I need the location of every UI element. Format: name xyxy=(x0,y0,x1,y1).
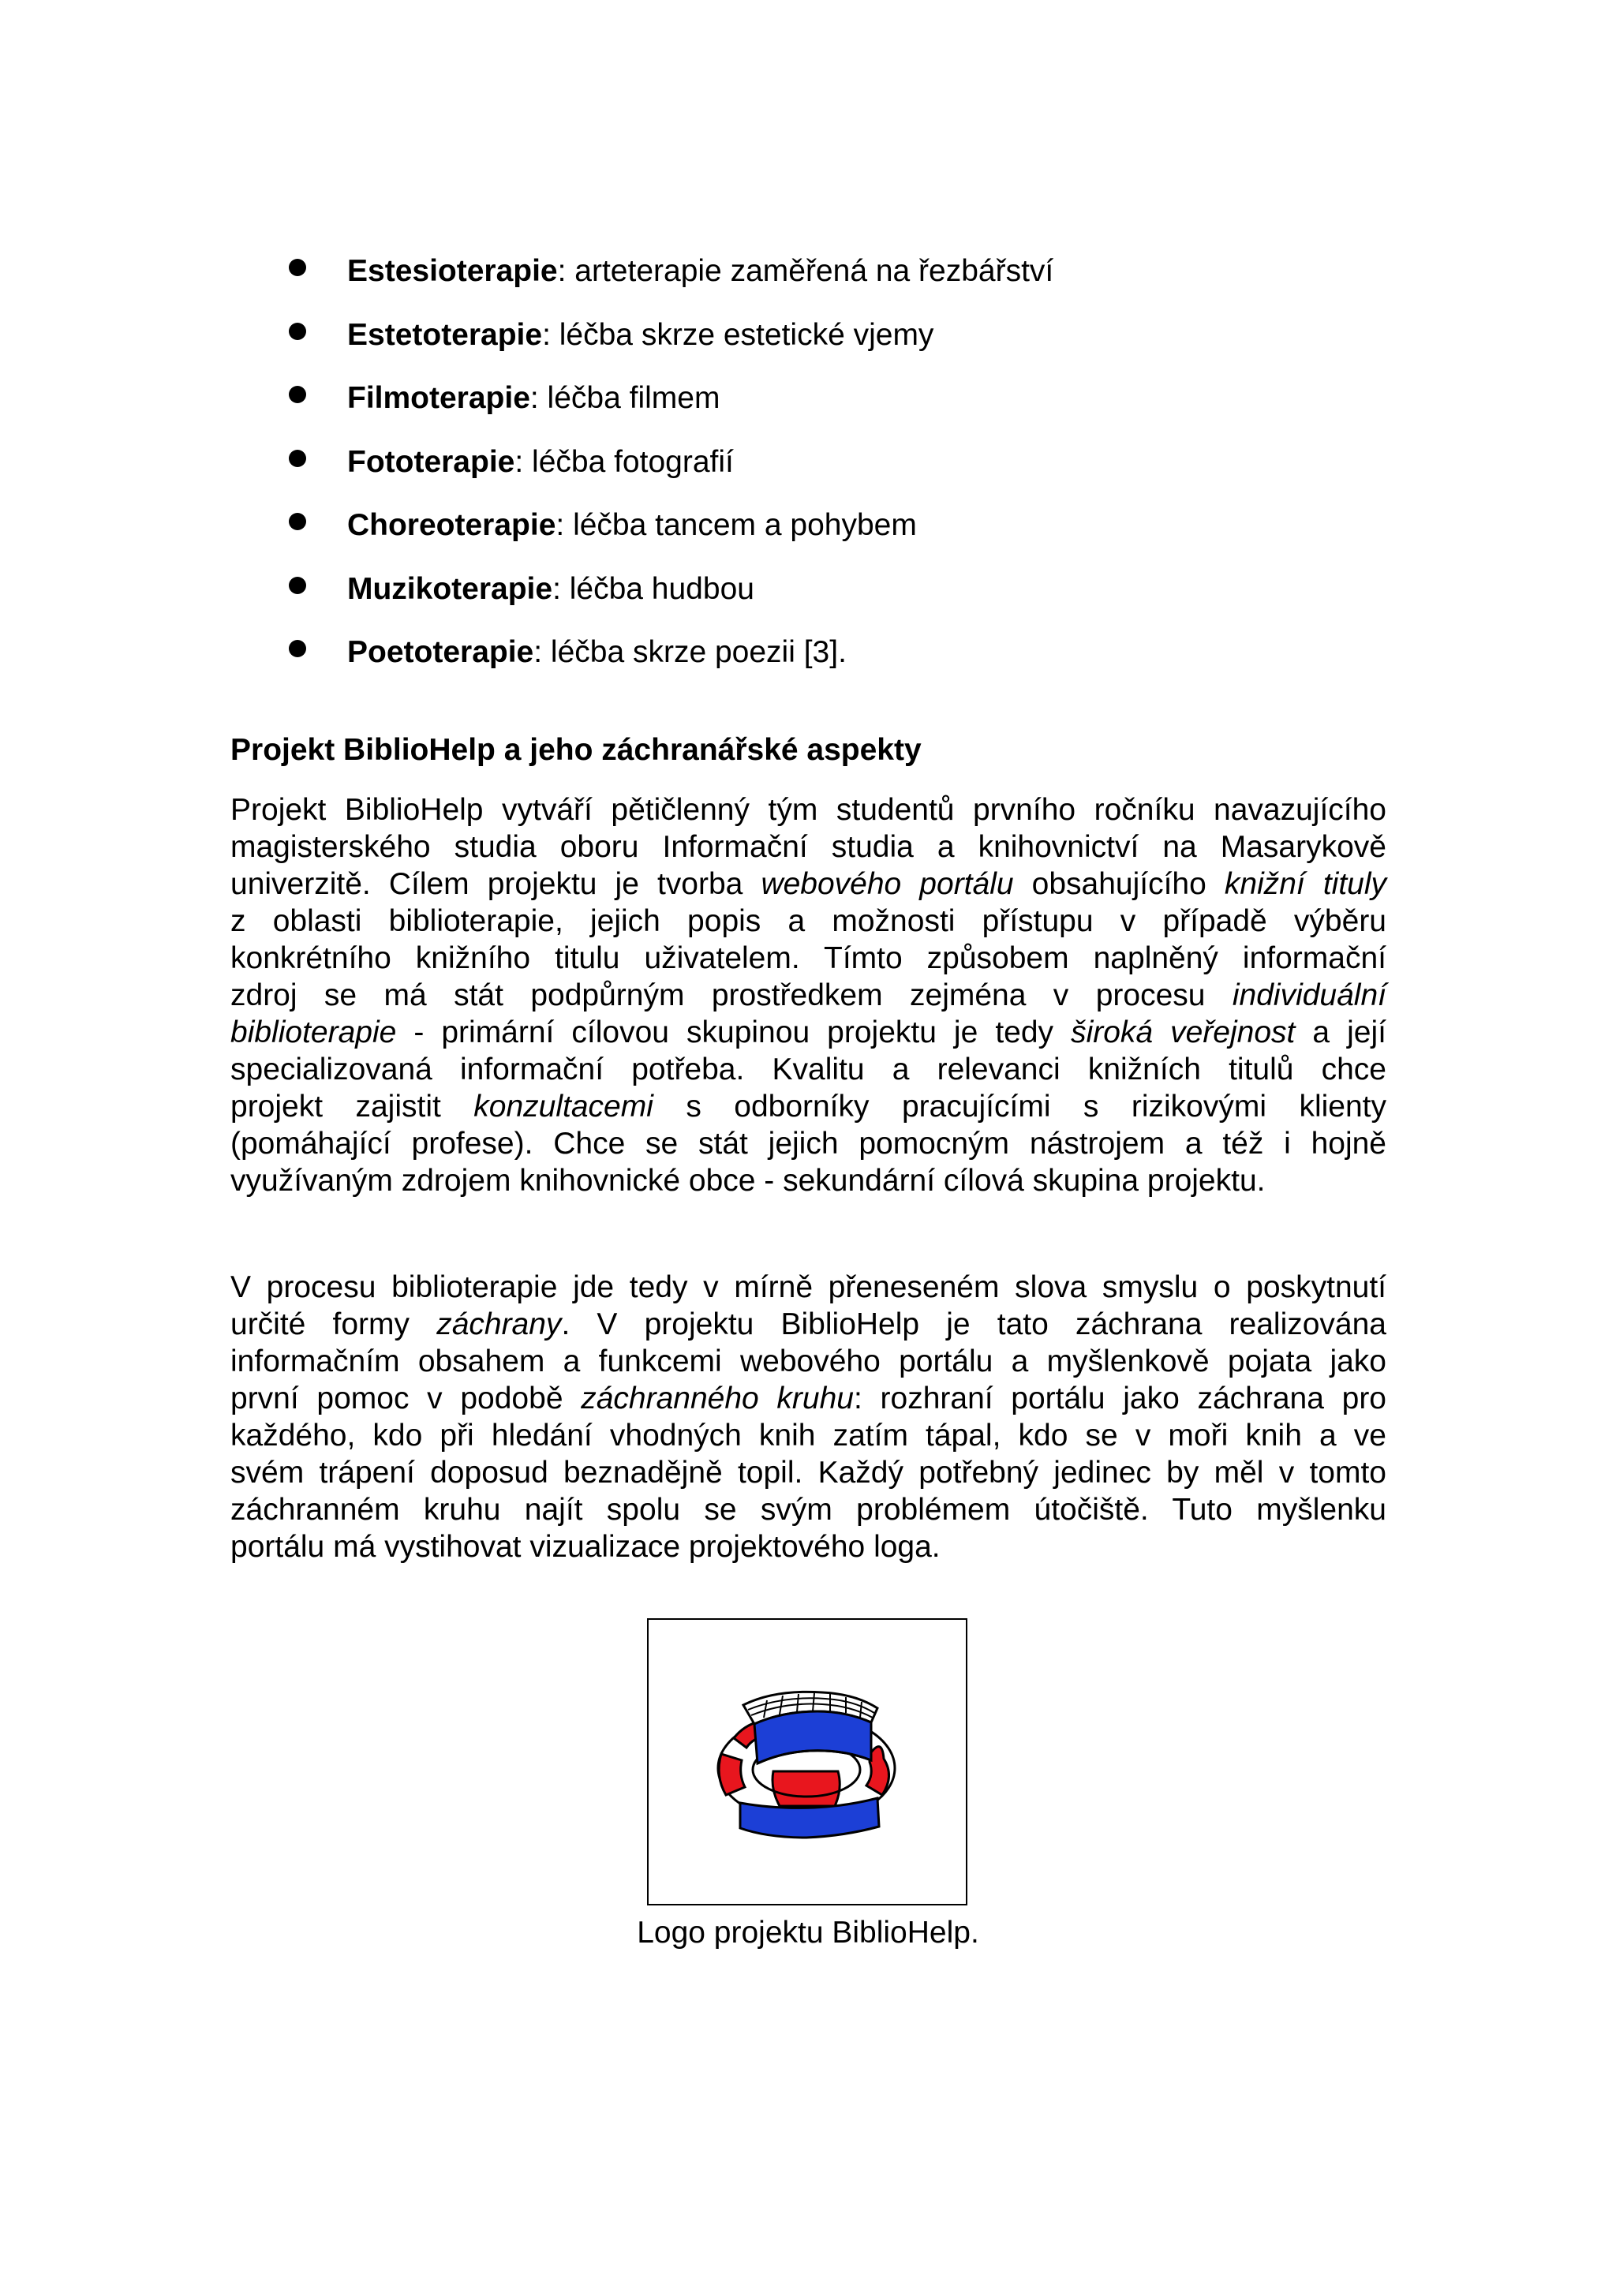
therapy-description: : léčba filmem xyxy=(529,381,720,415)
bibliohelp-logo-icon xyxy=(649,1620,966,1904)
therapy-term: Poetoterapie xyxy=(347,635,534,669)
text-run: zdroj se má stát podpůrným prostředkem zejména v procesu xyxy=(230,978,1233,1012)
emphasis-individual: individuální xyxy=(1232,978,1386,1012)
therapy-term: Estesioterapie xyxy=(347,254,558,288)
list-item xyxy=(289,632,1393,696)
bullet-dot-icon xyxy=(289,577,306,594)
text-run: a její xyxy=(1295,1015,1386,1049)
emphasis-rescue: záchrany xyxy=(436,1307,562,1341)
bullet-dot-icon xyxy=(289,259,306,276)
logo-figure-frame xyxy=(647,1618,967,1905)
list-item xyxy=(289,442,1393,506)
text-run: určité formy xyxy=(230,1307,437,1341)
therapy-term: Filmoterapie xyxy=(347,381,530,415)
therapy-description: : léčba fotografií xyxy=(514,444,734,479)
text-run: : rozhraní portálu jako záchrana pro xyxy=(853,1382,1386,1415)
paragraph-line: Projekt BiblioHelp vytváří pětičlenný tým studentů prvního ročníku navazujícího xyxy=(230,793,1386,827)
therapy-description: : arteterapie zaměřená na řezbářství xyxy=(557,254,1054,288)
text-run: projekt zajistit xyxy=(230,1090,474,1124)
therapy-description: : léčba tancem a pohybem xyxy=(556,508,917,542)
paragraph-line xyxy=(230,1088,1386,1125)
bullet-dot-icon xyxy=(289,323,306,340)
paragraph-line: využívaným zdrojem knihovnické obce - sekundární cílová skupina projektu. xyxy=(230,1164,1266,1198)
list-item xyxy=(289,569,1393,633)
text-run: s odborníky pracujícími s rizikovými klienty xyxy=(653,1090,1386,1124)
ring-red-segment-left xyxy=(719,1754,745,1795)
text-run: první pomoc v podobě xyxy=(230,1382,582,1415)
list-item xyxy=(289,505,1393,569)
ring-red-segment-center xyxy=(772,1771,840,1806)
paragraph-line: každého, kdo při hledání vhodných knih zatím tápal, kdo se v moři knih a ve xyxy=(230,1419,1386,1453)
list-item xyxy=(289,315,1393,379)
text-run: - primární cílovou skupinou projektu je tedy xyxy=(396,1015,1072,1049)
therapy-term: Fototerapie xyxy=(347,444,515,479)
emphasis-consultations: konzultacemi xyxy=(473,1090,653,1124)
bullet-dot-icon xyxy=(289,640,306,657)
bullet-dot-icon xyxy=(289,450,306,467)
emphasis-bibliotherapy: biblioterapie xyxy=(230,1015,397,1049)
text-run: obsahujícího xyxy=(1013,867,1225,901)
list-item xyxy=(289,251,1393,315)
bullet-dot-icon xyxy=(289,513,306,530)
paragraph-line: V procesu biblioterapie jde tedy v mírně přeneseném slova smyslu o poskytnutí xyxy=(230,1270,1386,1304)
list-item xyxy=(289,378,1393,442)
emphasis-general-public: široká veřejnost xyxy=(1071,1015,1296,1049)
text-run: univerzitě. Cílem projektu je tvorba xyxy=(230,867,761,901)
text-run: . V projektu BiblioHelp je tato záchrana realizována xyxy=(561,1307,1386,1341)
paragraph-line: magisterského studia oboru Informační studia a knihovnictví na Masarykově xyxy=(230,830,1386,864)
paragraph-line xyxy=(230,977,1386,1014)
paragraph-line: z oblasti biblioterapie, jejich popis a možnosti přístupu v případě výběru xyxy=(230,904,1386,938)
paragraph-line: (pomáhající profese). Chce se stát jejich pomocným nástrojem a též i hojně xyxy=(230,1127,1386,1161)
paragraph-line xyxy=(230,866,1386,903)
paragraph-rescue-concept xyxy=(230,1269,1386,1565)
therapy-term: Muzikoterapie xyxy=(347,571,553,606)
therapy-description: : léčba skrze estetické vjemy xyxy=(542,317,934,352)
emphasis-lifebuoy: záchranného kruhu xyxy=(581,1382,854,1415)
therapy-bullet-list xyxy=(289,251,1393,696)
therapy-term: Estetoterapie xyxy=(347,317,543,352)
paragraph-line xyxy=(230,1380,1386,1417)
figure-caption: Logo projektu BiblioHelp. xyxy=(637,1916,979,1950)
therapy-term: Choreoterapie xyxy=(347,508,556,542)
paragraph-line: konkrétního knižního titulu uživatelem. Tímto způsobem naplněný informační xyxy=(230,941,1386,975)
therapy-description: : léčba skrze poezii [3]. xyxy=(533,635,847,669)
paragraph-line: specializovaná informační potřeba. Kvalitu a relevanci knižních titulů chce xyxy=(230,1053,1386,1086)
paragraph-line: záchranném kruhu najít spolu se svým problémem útočiště. Tuto myšlenku xyxy=(230,1493,1386,1527)
bullet-dot-icon xyxy=(289,386,306,403)
paragraph-line xyxy=(230,1306,1386,1343)
paragraph-line: svém trápení doposud beznadějně topil. Každý potřebný jedinec by měl v tomto xyxy=(230,1456,1386,1490)
emphasis-book-titles: knižní tituly xyxy=(1224,867,1387,901)
paragraph-project-description xyxy=(230,791,1386,1199)
emphasis-web-portal: webového portálu xyxy=(761,867,1014,901)
paragraph-line xyxy=(230,1014,1386,1051)
section-heading: Projekt BiblioHelp a jeho záchranářské aspekty xyxy=(230,733,922,767)
paragraph-line: informačním obsahem a funkcemi webového portálu a myšlenkově pojata jako xyxy=(230,1344,1386,1378)
paragraph-line: portálu má vystihovat vizualizace projektového loga. xyxy=(230,1530,941,1564)
therapy-description: : léčba hudbou xyxy=(552,571,754,606)
